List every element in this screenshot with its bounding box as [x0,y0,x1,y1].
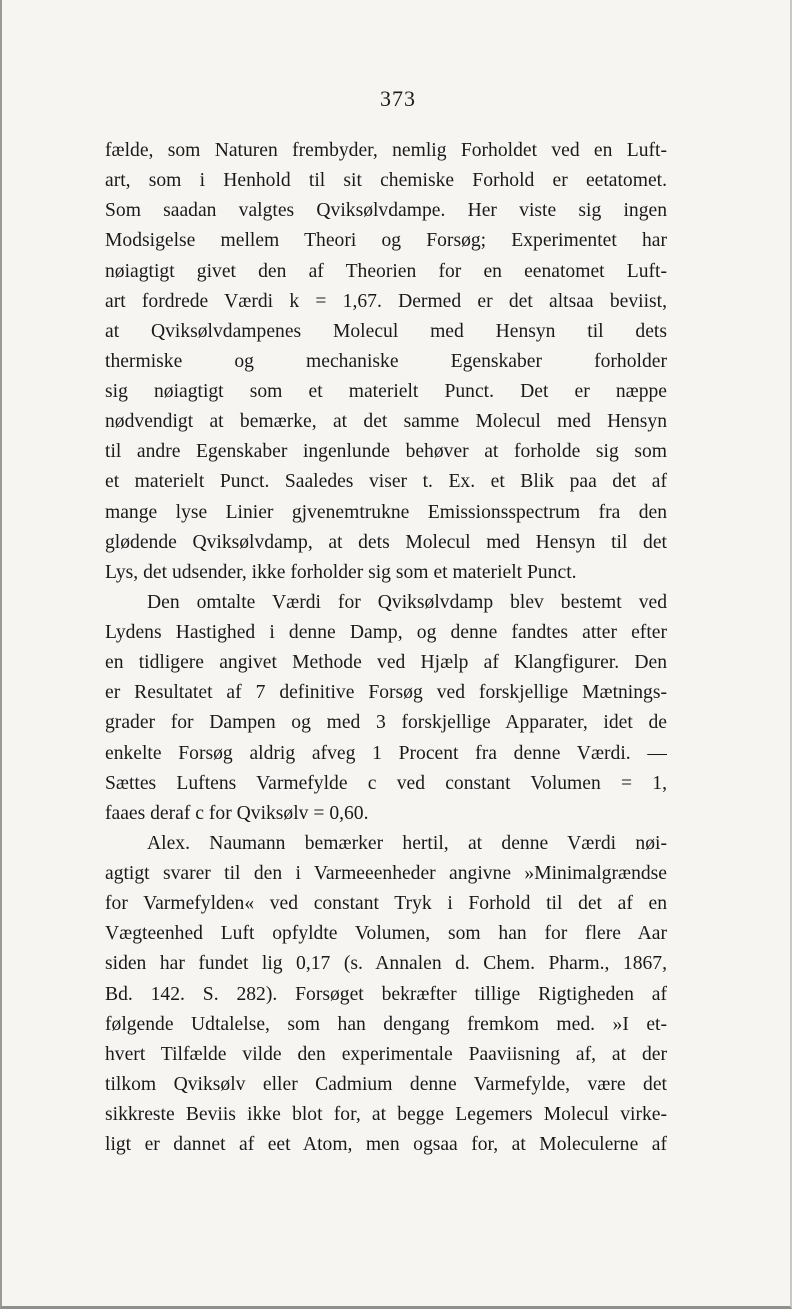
text-line: art fordrede Værdi k = 1,67. Dermed er det altsaa beviist, [105,290,667,312]
text-line: siden har fundet lig 0,17 (s. Annalen d. Chem. Pharm., 1867, [105,953,667,975]
text-line: for Varmefylden« ved constant Tryk i Forhold til det af en [105,893,667,915]
text-line: en tidligere angivet Methode ved Hjælp af Klangfigurer. Den [105,652,667,674]
text-line: faaes deraf c for Qviksølv = 0,60. [105,802,369,824]
text-line: grader for Dampen og med 3 forskjellige Apparater, idet de [105,712,667,734]
text-line: Sættes Luftens Varmefylde c ved constant Volumen = 1, [105,772,667,794]
text-line: Den omtalte Værdi for Qviksølvdamp blev bestemt ved [147,591,667,613]
text-line: Bd. 142. S. 282). Forsøget bekræfter tillige Rigtigheden af [105,983,667,1005]
text-line: Alex. Naumann bemærker hertil, at denne Værdi nøi- [147,832,667,854]
text-line: nøiagtigt givet den af Theorien for en eenatomet Luft- [105,260,667,282]
text-line: sikkreste Beviis ikke blot for, at begge Legemers Molecul virke- [105,1104,667,1125]
text-line: til andre Egenskaber ingenlunde behøver at forholde sig som [105,441,667,463]
text-line: glødende Qviksølvdamp, at dets Molecul med Hensyn til det [105,531,667,553]
text-line: Som saadan valgtes Qviksølvdampe. Her viste sig ingen [105,200,667,222]
text-line: enkelte Forsøg aldrig afveg 1 Procent fra denne Værdi. — [105,742,667,764]
text-line: Lydens Hastighed i denne Damp, og denne fandtes atter efter [105,622,667,643]
text-line: følgende Udtalelse, som han dengang fremkom med. »I et- [105,1013,667,1035]
text-line: tilkom Qviksølv eller Cadmium denne Varmefylde, være det [105,1073,667,1095]
text-line: agtigt svarer til den i Varmeeenheder angivne »Minimalgrændse [105,863,667,884]
text-line: art, som i Henhold til sit chemiske Forhold er eetatomet. [105,170,667,192]
page-number: 373 [380,86,416,111]
text-line: nødvendigt at bemærke, at det samme Molecul med Hensyn [105,411,667,433]
text-line: mange lyse Linier gjvenemtrukne Emissionsspectrum fra den [105,501,667,523]
body-text [105,136,667,1160]
text-line: thermiske og mechaniske Egenskaber forholder [105,350,667,372]
text-line: Vægteenhed Luft opfyldte Volumen, som han for flere Aar [105,923,667,945]
text-line: at Qviksølvdampenes Molecul med Hensyn til dets [105,320,667,342]
text-line: ligt er dannet af eet Atom, men ogsaa for, at Moleculerne af [105,1134,667,1156]
text-line: er Resultatet af 7 definitive Forsøg ved forskjellige Mætnings- [105,682,667,704]
text-line: fælde, som Naturen frembyder, nemlig Forholdet ved en Luft- [105,140,667,161]
text-line: Modsigelse mellem Theori og Forsøg; Experimentet har [105,230,667,252]
text-line: sig nøiagtigt som et materielt Punct. Det er næppe [105,381,667,402]
text-line: et materielt Punct. Saaledes viser t. Ex. et Blik paa det af [105,471,667,493]
text-line: Lys, det udsender, ikke forholder sig som et materielt Punct. [105,561,577,583]
text-line: hvert Tilfælde vilde den experimentale Paaviisning af, at der [105,1043,667,1065]
